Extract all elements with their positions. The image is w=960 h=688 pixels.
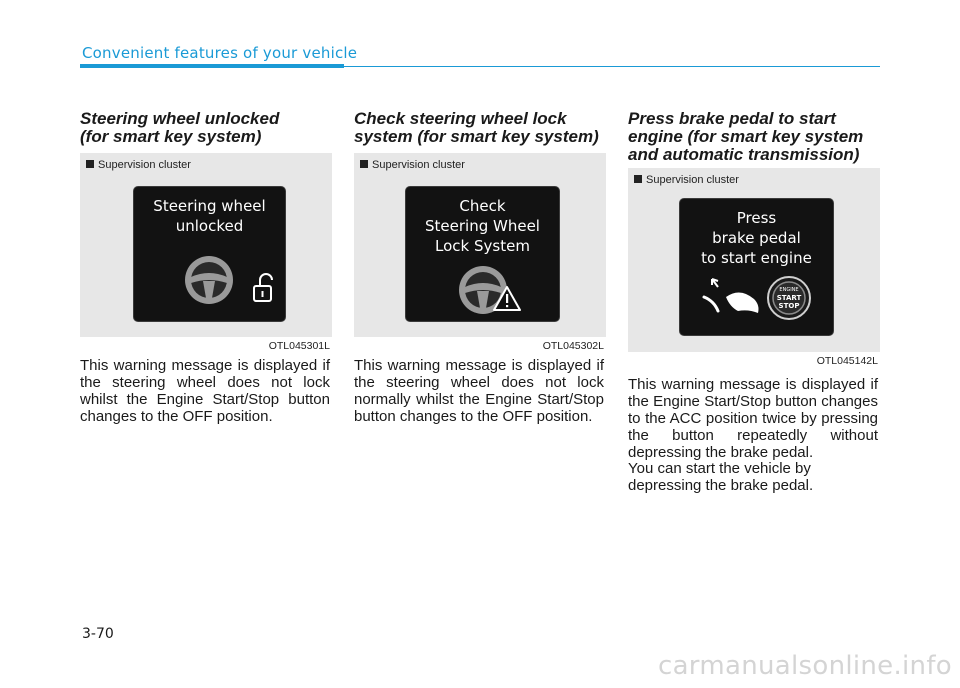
brake-pedal-icon: [702, 275, 766, 323]
display-line: unlocked: [175, 217, 244, 235]
title-line: Check steering wheel lock: [354, 109, 567, 128]
title-line: and automatic transmission): [628, 145, 860, 164]
figure-label: Supervision cluster: [634, 174, 739, 186]
unlocked-padlock-icon: [252, 272, 278, 304]
cluster-display: [679, 198, 834, 336]
column-check-steering-wheel-lock: [354, 0, 606, 688]
display-line: to start engine: [701, 249, 812, 267]
figure-code: OTL045301L: [268, 340, 330, 352]
button-label-stop: STOP: [778, 302, 800, 310]
title-line: system (for smart key system): [354, 127, 599, 146]
button-label-engine: ENGINE: [779, 287, 799, 293]
figure-code: OTL045302L: [542, 340, 604, 352]
steering-wheel-icon: [182, 253, 236, 307]
title-line: Steering wheel unlocked: [80, 109, 280, 128]
figure-label: Supervision cluster: [360, 159, 465, 171]
body-paragraph: You can start the vehicle by depressing the brake pedal.: [628, 460, 814, 494]
column-title: [80, 110, 332, 146]
body-paragraph: This warning message is displayed if the steering wheel does not lock whilst the Engine Start/Stop button changes to the OFF position.: [80, 357, 330, 425]
title-line: engine (for smart key system: [628, 127, 864, 146]
watermark: carmanualsonline.info: [657, 651, 952, 681]
figure-label: Supervision cluster: [86, 159, 191, 171]
warning-triangle-icon: [492, 285, 522, 312]
column-press-brake-pedal: [628, 0, 880, 688]
cluster-display: [133, 186, 286, 322]
figure-code: OTL045142L: [816, 355, 878, 367]
figure-cluster: [354, 153, 606, 352]
title-line: Press brake pedal to start: [628, 109, 836, 128]
title-line: (for smart key system): [80, 127, 262, 146]
column-steering-wheel-unlocked: [80, 0, 332, 688]
section-title: Convenient features of your vehicle: [82, 44, 358, 62]
cluster-display: [405, 186, 560, 322]
display-line: Lock System: [435, 237, 530, 255]
display-line: Steering Wheel: [425, 217, 540, 235]
column-title: [354, 110, 606, 146]
figure-cluster: [80, 153, 332, 352]
button-label-start: START: [776, 294, 802, 302]
display-line: Check: [459, 197, 506, 215]
body-paragraph: This warning message is displayed if the Engine Start/Stop button changes to the ACC position twice by pressing the button repeatedly without depressing the brake pedal.: [628, 376, 878, 461]
figure-cluster: [628, 168, 880, 367]
display-line: Press: [736, 209, 777, 227]
body-paragraph: This warning message is displayed if the steering wheel does not lock normally whilst the Engine Start/Stop button changes to the OFF position.: [354, 357, 604, 425]
column-title: [628, 110, 880, 164]
display-line: brake pedal: [712, 229, 801, 247]
display-line: Steering wheel: [153, 197, 266, 215]
page-number: 3-70: [82, 626, 114, 642]
